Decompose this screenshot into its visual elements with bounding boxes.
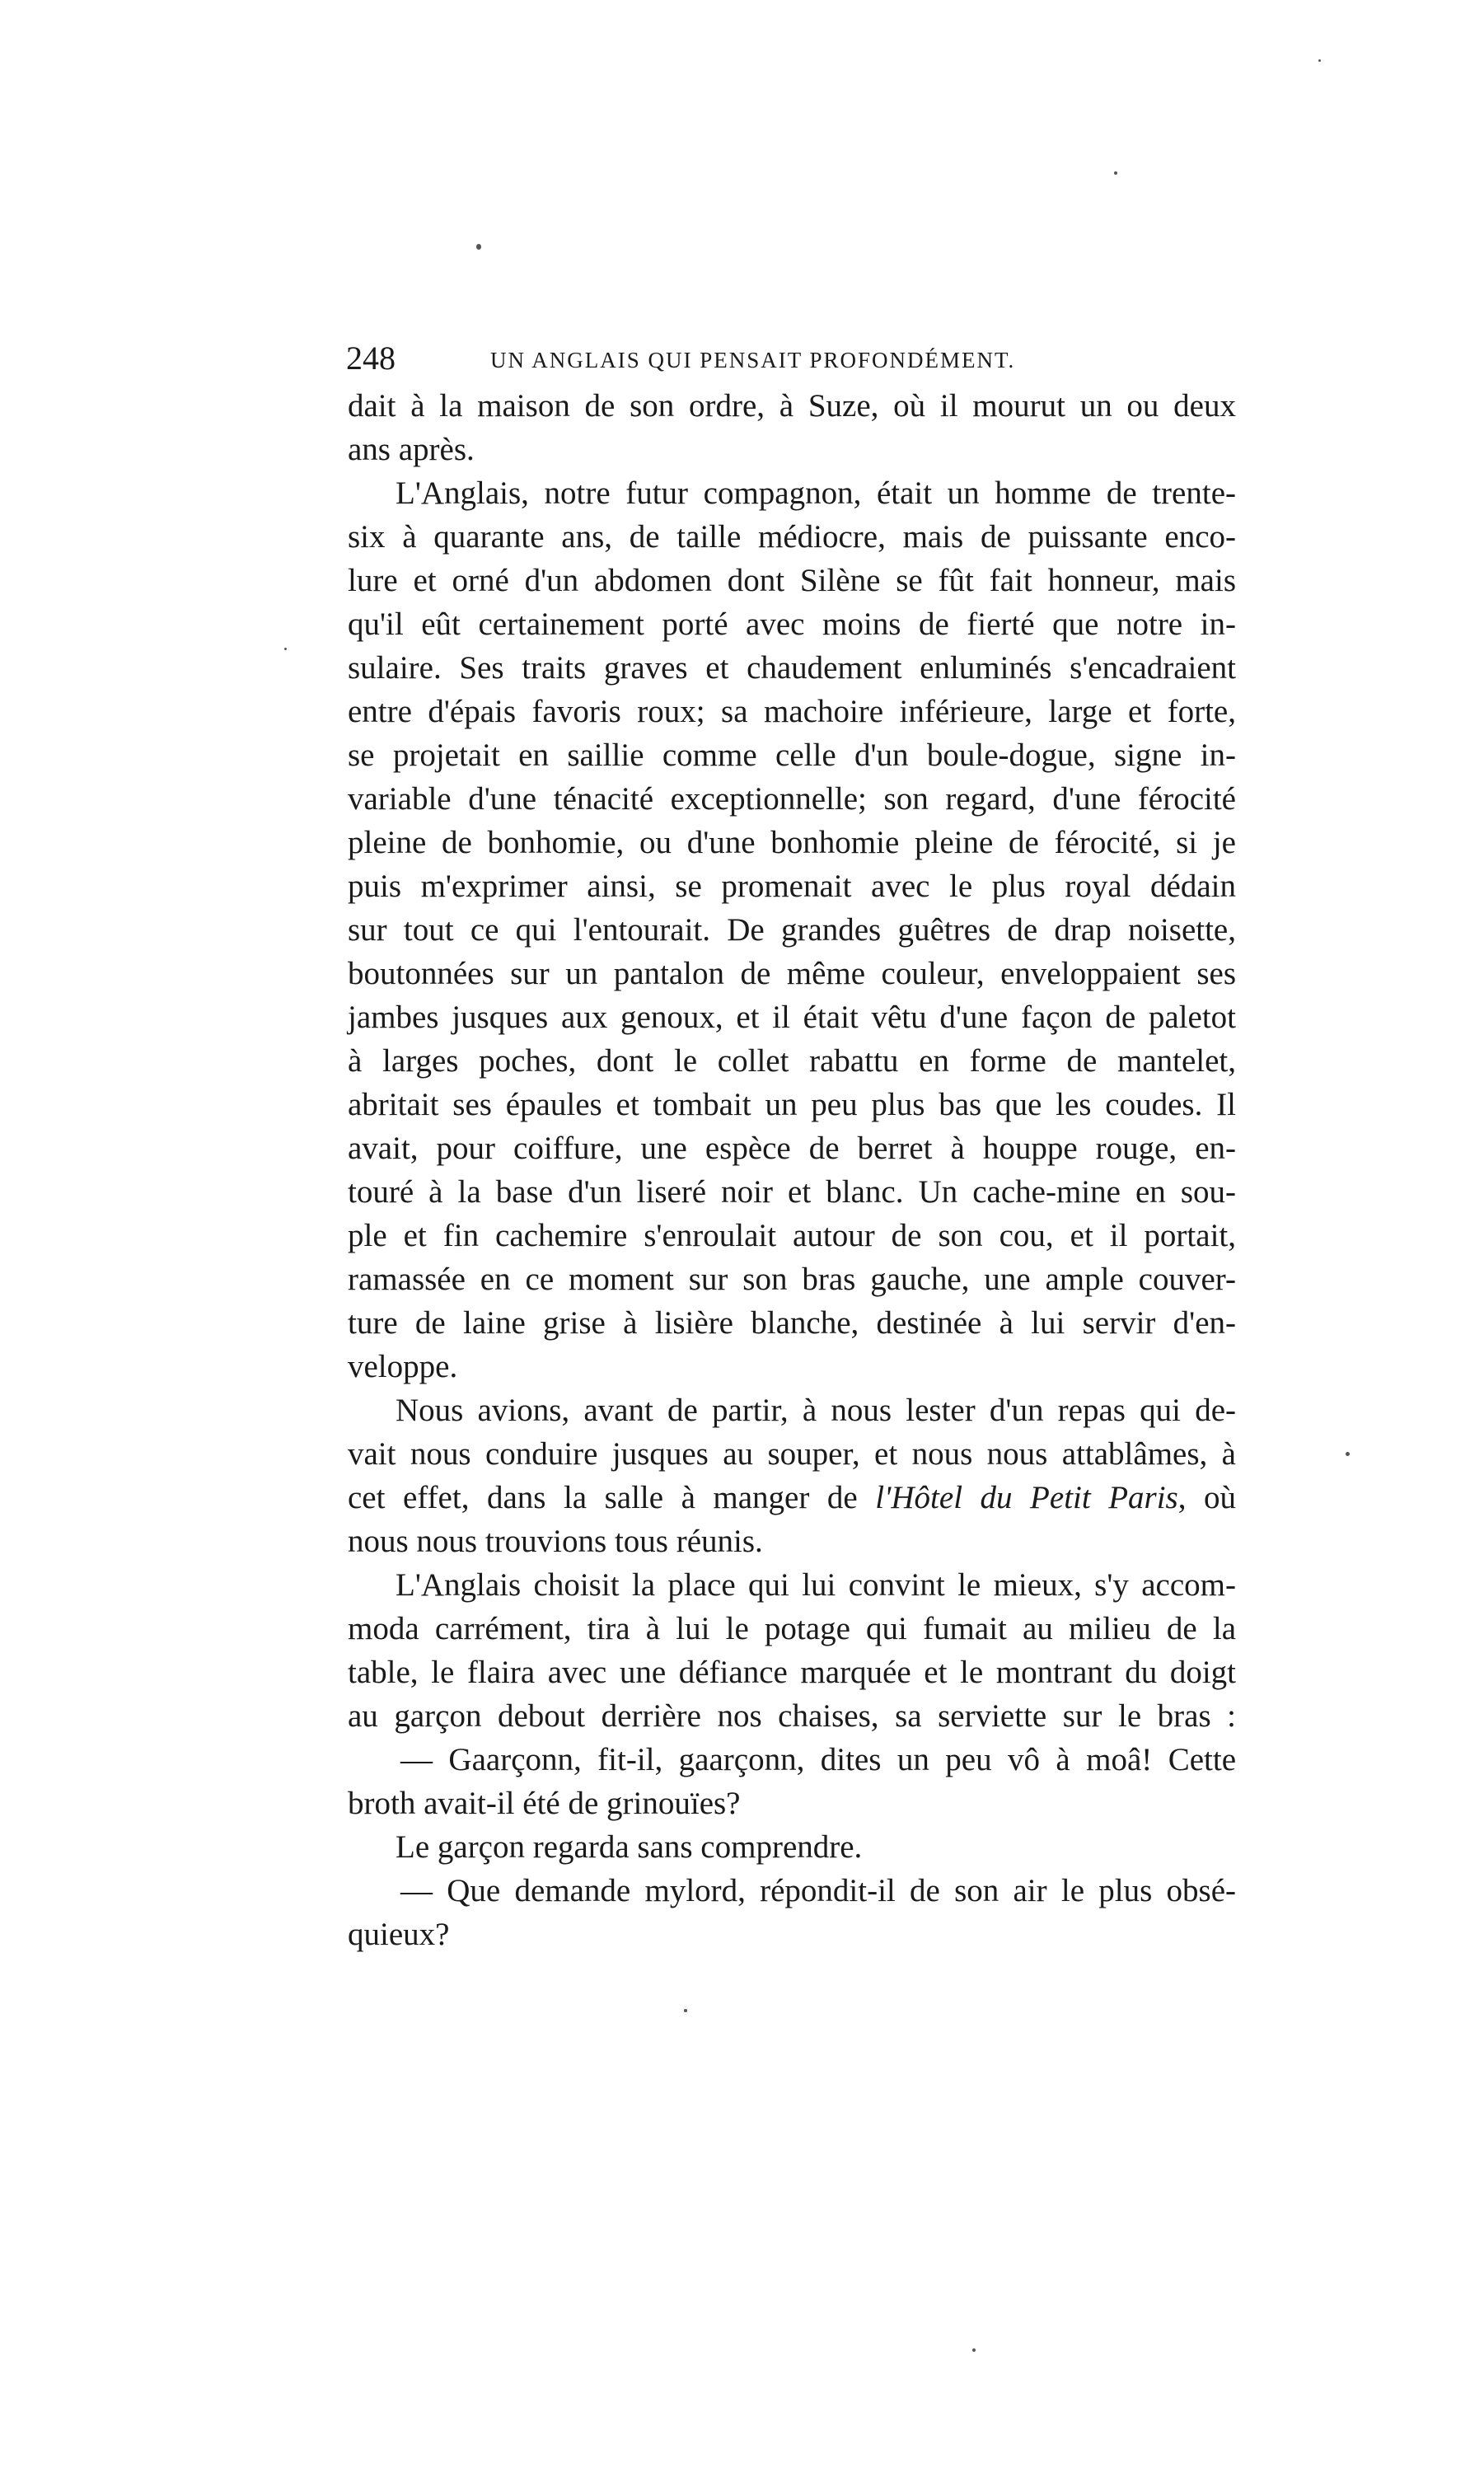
- paper-speck: [972, 2348, 976, 2352]
- text-line: ramassée en ce moment sur son bras gauche, une ample couver-: [348, 1262, 1236, 1297]
- running-head: [346, 338, 1252, 379]
- text-line: — Que demande mylord, répondit-il de son air le plus obsé-: [400, 1873, 1236, 1908]
- text-line: boutonnées sur un pantalon de même couleur, enveloppaient ses: [348, 956, 1236, 991]
- text-line: abritait ses épaules et tombait un peu plus bas que les coudes. Il: [348, 1087, 1236, 1122]
- text-line: ture de laine grise à lisière blanche, destinée à lui servir d'en-: [348, 1305, 1236, 1341]
- text-line: nous nous trouvions tous réunis.: [348, 1524, 763, 1559]
- text-line: se projetait en saillie comme celle d'un boule-dogue, signe in-: [348, 737, 1236, 773]
- text-line: entre d'épais favoris roux; sa machoire inférieure, large et forte,: [348, 694, 1236, 729]
- text-line: sur tout ce qui l'entourait. De grandes guêtres de drap noisette,: [348, 912, 1236, 948]
- paper-speck: [1114, 171, 1117, 175]
- text-line: dait à la maison de son ordre, à Suze, où il mourut un ou deux: [348, 388, 1236, 424]
- text-line: Le garçon regarda sans comprendre.: [396, 1829, 863, 1865]
- text-line: qu'il eût certainement porté avec moins de fierté que notre in-: [348, 606, 1236, 642]
- text-line: veloppe.: [348, 1349, 458, 1384]
- text-line: table, le flaira avec une défiance marquée et le montrant du doigt: [348, 1655, 1236, 1690]
- text-line: à larges poches, dont le collet rabattu en forme de mantelet,: [348, 1043, 1236, 1079]
- body-text: [348, 384, 1236, 1956]
- text-line: puis m'exprimer ainsi, se promenait avec le plus royal dédain: [348, 869, 1236, 904]
- text-line: ans après.: [348, 432, 475, 467]
- hotel-name: Hôtel du Petit Paris: [891, 1480, 1178, 1515]
- text-line: — Gaarçonn, fit-il, gaarçonn, dites un peu vô à moâ! Cette: [400, 1742, 1236, 1777]
- text-segment: , où: [1177, 1480, 1236, 1515]
- text-line: sulaire. Ses traits graves et chaudement enluminés s'encadraient: [348, 650, 1236, 686]
- text-line-mixed: [348, 1476, 1236, 1519]
- text-line: au garçon debout derrière nos chaises, sa serviette sur le bras :: [348, 1698, 1236, 1734]
- text-line: lure et orné d'un abdomen dont Silène se fût fait honneur, mais: [348, 563, 1236, 598]
- paper-speck: [1318, 59, 1321, 62]
- paper-speck: [684, 2009, 687, 2012]
- text-line: L'Anglais, notre futur compagnon, était un homme de trente-: [396, 475, 1236, 511]
- text-line: Nous avions, avant de partir, à nous lester d'un repas qui de-: [396, 1393, 1236, 1428]
- text-line: quieux?: [348, 1917, 450, 1952]
- paper-speck: [476, 244, 481, 250]
- text-line: pleine de bonhomie, ou d'une bonhomie pleine de férocité, si je: [348, 825, 1236, 860]
- text-line: moda carrément, tira à lui le potage qui fumait au milieu de la: [348, 1611, 1236, 1646]
- text-line: avait, pour coiffure, une espèce de berret à houppe rouge, en-: [348, 1131, 1236, 1166]
- text-line: vait nous conduire jusques au souper, et nous nous attablâmes, à: [348, 1436, 1236, 1472]
- text-segment: cet effet, dans la salle à manger de: [348, 1480, 876, 1515]
- text-line: broth avait-il été de grinouïes?: [348, 1786, 741, 1821]
- paper-speck: [1346, 1452, 1350, 1456]
- text-line: six à quarante ans, de taille médiocre, mais de puissante enco-: [348, 519, 1236, 555]
- text-line: ple et fin cachemire s'enroulait autour de son cou, et il portait,: [348, 1218, 1236, 1253]
- page-number: 248: [346, 339, 396, 377]
- text-line: variable d'une ténacité exceptionnelle; son regard, d'une férocité: [348, 781, 1236, 817]
- running-title: UN ANGLAIS QUI PENSAIT PROFONDÉMENT.: [490, 348, 1016, 372]
- paper-speck: [284, 648, 287, 650]
- text-line: touré à la base d'un liseré noir et blanc. Un cache-mine en sou-: [348, 1174, 1236, 1210]
- text-line: jambes jusques aux genoux, et il était vêtu d'une façon de paletot: [348, 1000, 1236, 1035]
- elision-article: l': [875, 1480, 892, 1515]
- text-line: L'Anglais choisit la place qui lui convint le mieux, s'y accom-: [396, 1567, 1236, 1603]
